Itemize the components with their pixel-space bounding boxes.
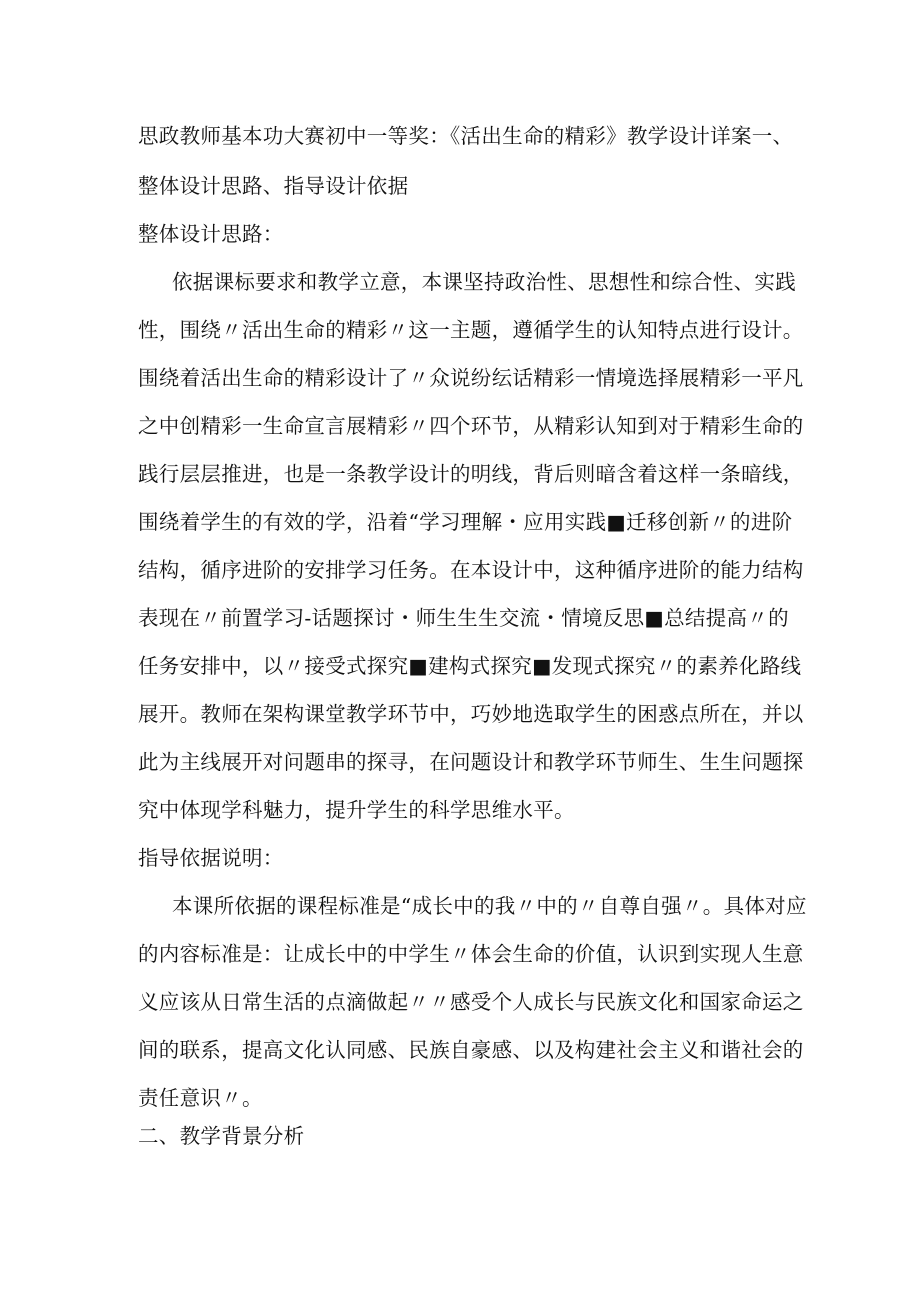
section-heading-guidance: 指导依据说明： bbox=[138, 846, 284, 870]
paragraph-line: 此为主线展开对问题串的探寻，在问题设计和教学环节师生、生生问题探 bbox=[138, 750, 804, 774]
paragraph-line: 责任意识〃。 bbox=[138, 1086, 263, 1110]
title-line-2: 整体设计思路、指导设计依据 bbox=[138, 174, 409, 198]
paragraph-line: 表现在〃前置学习-话题探讨・师生生生交流・情境反思■总结提高〃的 bbox=[138, 606, 789, 630]
paragraph-line: 围绕着学生的有效的学，沿着“学习理解・应用实践■迁移创新〃的进阶 bbox=[138, 510, 793, 534]
paragraph-line: 依据课标要求和教学立意，本课坚持政治性、思想性和综合性、实践 bbox=[172, 270, 796, 294]
paragraph-line: 展开。教师在架构课堂教学环节中，巧妙地选取学生的困惑点所在，并以 bbox=[138, 702, 804, 726]
section-heading-design-idea: 整体设计思路： bbox=[138, 222, 284, 246]
title-line-1: 思政教师基本功大赛初中一等奖：《活出生命的精彩》教学设计详案一、 bbox=[138, 124, 794, 148]
paragraph-line: 的内容标准是：让成长中的中学生〃体会生命的价值，认识到实现人生意 bbox=[138, 942, 804, 966]
paragraph-line: 之中创精彩一生命宣言展精彩〃四个环节，从精彩认知到对于精彩生命的 bbox=[138, 414, 804, 438]
paragraph-line: 践行层层推进，也是一条教学设计的明线，背后则暗含着这样一条暗线， bbox=[138, 462, 804, 486]
paragraph-line: 间的联系，提高文化认同感、民族自豪感、以及构建社会主义和谐社会的 bbox=[138, 1038, 804, 1062]
paragraph-line: 义应该从日常生活的点滴做起〃〃感受个人成长与民族文化和国家命运之 bbox=[138, 990, 804, 1014]
section-heading-background: 二、教学背景分析 bbox=[138, 1124, 305, 1148]
paragraph-line: 任务安排中，以〃接受式探究■建构式探究■发现式探究〃的素养化路线 bbox=[138, 654, 802, 678]
paragraph-line: 性，围绕〃活出生命的精彩〃这一主题，遵循学生的认知特点进行设计。 bbox=[138, 318, 804, 342]
paragraph-line: 究中体现学科魅力，提升学生的科学思维水平。 bbox=[138, 798, 575, 822]
paragraph-line: 结构，循序进阶的安排学习任务。在本设计中，这种循序进阶的能力结构 bbox=[138, 558, 804, 582]
paragraph-line: 本课所依据的课程标准是“成长中的我〃中的〃自尊自强〃。具体对应 bbox=[172, 894, 807, 918]
paragraph-line: 围绕着活出生命的精彩设计了〃众说纷纭话精彩一情境选择展精彩一平凡 bbox=[138, 366, 804, 390]
